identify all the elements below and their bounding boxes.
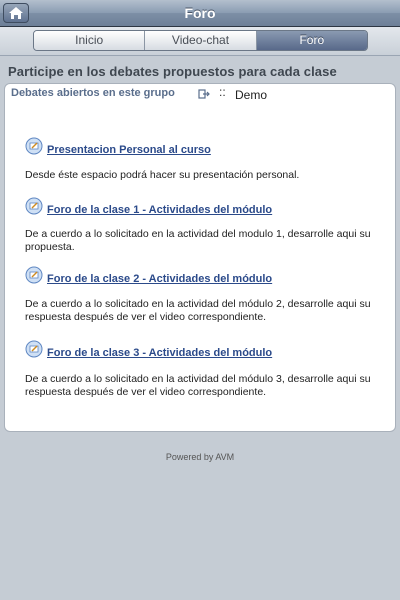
tab-inicio[interactable]: Inicio [34, 31, 145, 50]
group-name: Demo [235, 88, 268, 102]
forum-post-icon [25, 340, 43, 358]
group-separator: :: [219, 85, 226, 99]
forum-post-icon [25, 197, 43, 215]
title-bar [0, 0, 400, 27]
exit-icon[interactable] [198, 88, 210, 100]
segmented-control [33, 30, 368, 51]
topic-description: De a cuerdo a lo solicitado en la actividad del módulo 3, desarrolle aqui su respuesta después de ver el video correspondiente. [25, 373, 371, 398]
topic-link[interactable]: Presentacion Personal al curso [47, 144, 211, 156]
topic-link[interactable]: Foro de la clase 1 - Actividades del módulo [47, 204, 273, 216]
tab-video-chat[interactable]: Video-chat [145, 31, 256, 50]
topic-description: De a cuerdo a lo solicitado en la actividad del modulo 1, desarrolle aqui su propuesta. [25, 228, 371, 253]
topic-description: De a cuerdo a lo solicitado en la actividad del módulo 2, desarrolle aqui su respuesta después de ver el video correspondiente. [25, 298, 371, 323]
panel-header: Debates abiertos en este grupo [11, 87, 175, 99]
forum-post-icon [25, 137, 43, 155]
footer-text: Powered by AVM [165, 452, 235, 462]
tab-foro[interactable]: Foro [257, 31, 367, 50]
tab-bar [0, 27, 400, 56]
topic-link[interactable]: Foro de la clase 2 - Actividades del módulo [47, 273, 273, 285]
forum-post-icon [25, 266, 43, 284]
topic-link[interactable]: Foro de la clase 3 - Actividades del módulo [47, 347, 273, 359]
page-heading: Participe en los debates propuestos para cada clase [8, 64, 337, 79]
topic-description: Desde éste espacio podrá hacer su presentación personal. [25, 169, 300, 181]
window-title: Foro [184, 5, 216, 21]
forum-panel [4, 83, 396, 432]
